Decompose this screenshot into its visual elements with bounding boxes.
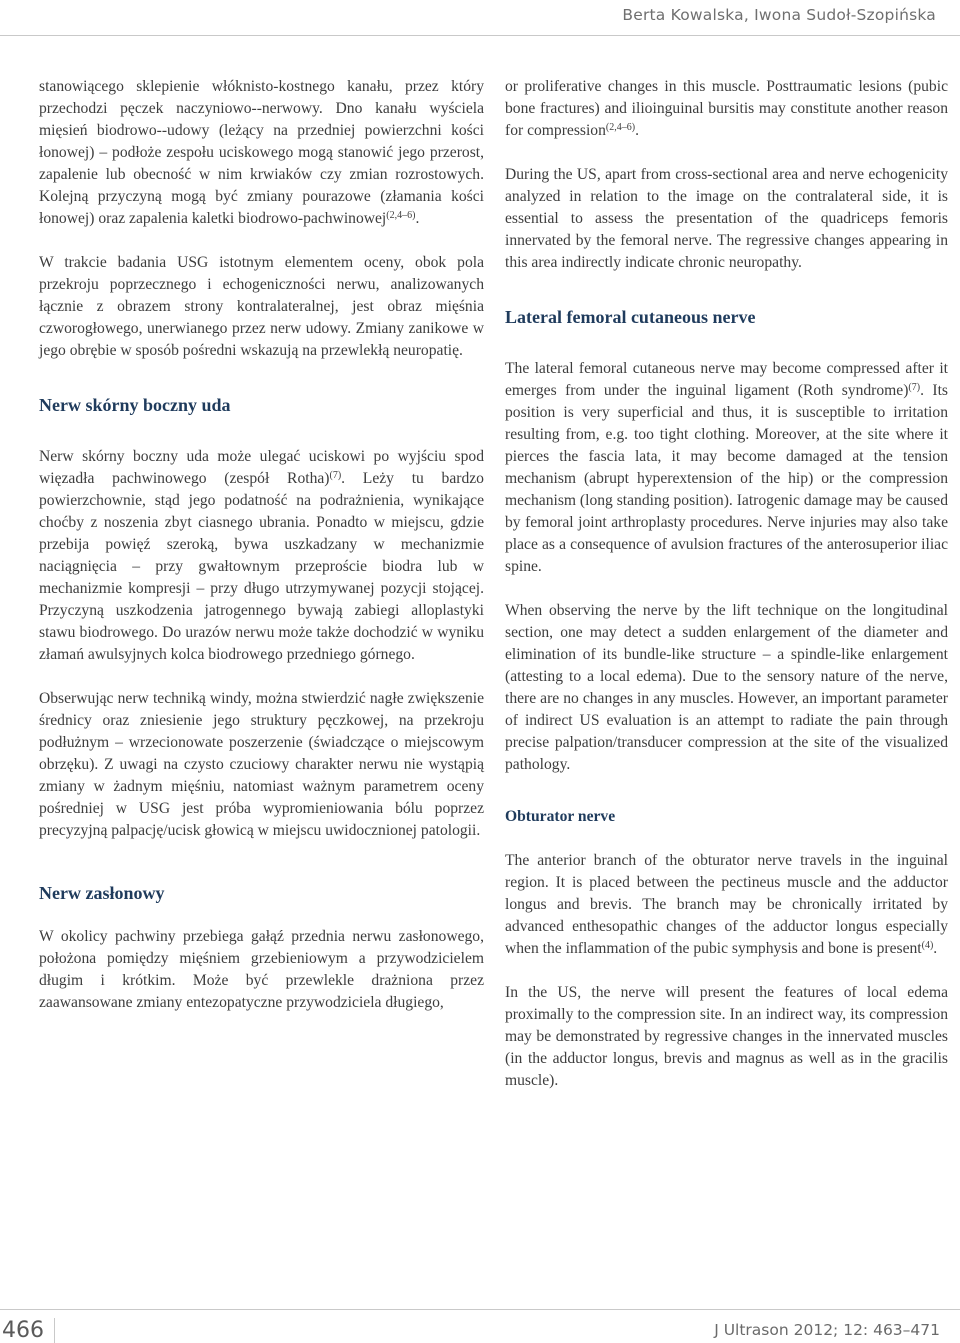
- paragraph-text: The lateral femoral cutaneous nerve may become compressed after it emerges from under the inguinal ligament (Roth syndrome): [505, 360, 948, 399]
- paragraph-text: Nerw skórny boczny uda może ulegać uciskowi po wyjściu spod więzadła pachwinowego (zespół Rotha): [39, 448, 484, 487]
- header-authors: Berta Kowalska, Iwona Sudoł-Szopińska: [622, 6, 936, 24]
- paragraph: W okolicy pachwiny przebiega gałąź przednia nerwu zasłonowego, położona pomiędzy mięśniem grzebieniowym a przywodzicielem długim i krótkim. Może być przewlekle drażniona przez zaawansowane zmiany entezopatyczne przywodziciela długiego,: [39, 928, 484, 1011]
- reference: (2,4–6): [386, 210, 416, 221]
- reference: (7): [908, 382, 921, 393]
- reference: (7): [329, 470, 342, 481]
- journal-citation: J Ultrason 2012; 12: 463–471: [714, 1321, 940, 1339]
- section-heading: Lateral femoral cutaneous nerve: [505, 307, 756, 327]
- paragraph: In the US, the nerve will present the features of local edema proximally to the compression site. In an indirect way, its compression may be demonstrated by regressive changes in the innervated muscles (in the adductor longus, brevis and magnus as well as in the gracilis muscle).: [505, 984, 948, 1089]
- column-english: [505, 76, 948, 1114]
- paragraph: When observing the nerve by the lift technique on the longitudinal section, one may detect a sudden enlargement of the diameter and elimination of its bundle-like structure – a spindle-like enlargement (attesting to a local edema). Due to the sensory nature of the nerve, there are no changes in any muscles. However, an important parameter of indirect US evaluation is an attempt to radiate the pain through precise palpation/transducer compression at the site of the visualized pathology.: [505, 602, 948, 773]
- paragraph: During the US, apart from cross-sectional area and nerve echogenicity analyzed in relation to the image on the contralateral side, it is essential to assess the presentation of the quadriceps femoris innervated by the femoral nerve. The regressive changes appearing in this area indirectly indicate chronic neuropathy.: [505, 166, 948, 271]
- reference: (2,4–6): [605, 122, 636, 133]
- section-heading: Nerw skórny boczny uda: [39, 395, 231, 415]
- column-polish: [39, 76, 484, 1036]
- paragraph: stanowiącego sklepienie włóknisto-kostnego kanału, przez który przechodzi pęczek naczyniowo--nerwowy. Dno kanału wyściela mięsień biodrowo--udowy (leżący na przedniej powierzchni kości łonowej) – podłoże zespołu uciskowego mogą stanowić jego przerost, zapalenie lub obecność w nim krwiaków czy zmian rozrostowych. Kolejną przyczyną mogą być zmiany pourazowe (złamania kości łonowej) oraz zapalenia kaletki biodrowo-pachwinowej$^{(2,4-6)}$.: [39, 78, 484, 227]
- paragraph-text: stanowiącego sklepienie włóknisto-kostnego kanału, przez który przechodzi pęczek naczyniowo--nerwowy. Dno kanału wyściela mięsień biodrowo--udowy (leżący na przedniej powierzchni kości łonowej) – podłoże zespołu uciskowego mogą stanowić jego przerost, zapalenie lub obecność w nim krwiaków czy zmian rozrostowych. Kolejną przyczyną mogą być zmiany pourazowe (złamania kości łonowej) oraz zapalenia kaletki biodrowo-pachwinowej: [39, 78, 484, 227]
- paragraph: [39, 446, 484, 666]
- paragraph: Obserwując nerw techniką windy, można stwierdzić nagłe zwiększenie średnicy oraz zniesienie jego struktury pęczkowej, na przekroju podłużnym – wrzecionowate poszerzenie (świadczące o miejscowym obrzęku). Z uwagi na czysto czuciowy charakter nerwu nie wystąpią zmiany w żadnym mięśniu, natomiast ważnym parametrem oceny pośredniej w USG jest próba wypromieniowania bólu poprzez precyzyjną palpację/ucisk głowicą w miejscu uwidocznionej patologii.: [39, 690, 484, 839]
- paragraph-text: The anterior branch of the obturator nerve travels in the inguinal region. It is placed between the pectineus muscle and the adductor longus and brevis. The branch may be chronically irritated by advanced enthesopathic changes of the adductor longus especially when the inflammation of the pubic symphysis and bone is present: [505, 852, 948, 957]
- footer-divider: [0, 1309, 960, 1310]
- reference: (4): [921, 940, 934, 951]
- subsection-heading: Obturator nerve: [505, 808, 616, 825]
- page-number: 466: [2, 1318, 55, 1343]
- running-header: [0, 0, 960, 36]
- paragraph: [505, 358, 948, 578]
- paragraph: or proliferative changes in this muscle. Posttraumatic lesions (pubic bone fractures) and ilioinguinal bursitis may constitute another reason for compression$^{(2,4-6)}$.: [505, 78, 948, 139]
- paragraph-text: . Its position is very superficial and thus, it is susceptible to irritation resulting from, e.g. too tight clothing. Moreover, at the site where it pierces the fascia lata, it may become damaged at the tension mechanism (abrupt hyperextension of the hip) or the compression mechanism (long standing position). Iatrogenic damage may be caused by femoral joint arthroplasty procedures. Nerve injuries may also take place as a consequence of avulsion fractures of the anterosuperior iliac spine.: [505, 382, 948, 575]
- paragraph: W trakcie badania USG istotnym elementem oceny, obok pola przekroju poprzecznego i echogeniczności nerwu, analizowanych łącznie z obrazem strony kontralateralnej, jest obraz mięśnia czworogłowego, unerwianego przez nerw udowy. Zmiany zanikowe w jego obrębie w sposób pośredni wskazują na przewlekłą neuropatię.: [39, 254, 484, 359]
- paragraph: The anterior branch of the obturator nerve travels in the inguinal region. It is placed between the pectineus muscle and the adductor longus and brevis. The branch may be chronically irritated by advanced enthesopathic changes of the adductor longus especially when the inflammation of the pubic symphysis and bone is present$^{(4)}$.: [505, 852, 948, 957]
- paragraph-text: or proliferative changes in this muscle. Posttraumatic lesions (pubic bone fractures) and ilioinguinal bursitis may constitute another reason for compression: [505, 78, 948, 139]
- paragraph-text: . Leży tu bardzo powierzchownie, stąd jego podatność na podrażnienia, wynikające choćby z noszenia zbyt ciasnego ubrania. Ponadto w miejscu, gdzie przebija powięź szeroką, bywa uszkadzany w mechanizmie naciągnięcia – przy gwałtownym przeproście biodra lub w mechanizmie kompresji – przy długo utrzymywanej pozycji stojącej. Przyczyną uszkodzenia jatrogennego bywają zabiegi alloplastyki stawu biodrowego. Do urazów nerwu może także dochodzić w wyniku złamań awulsyjnych kolca biodrowego przedniego górnego.: [39, 470, 484, 663]
- section-heading: Nerw zasłonowy: [39, 883, 165, 903]
